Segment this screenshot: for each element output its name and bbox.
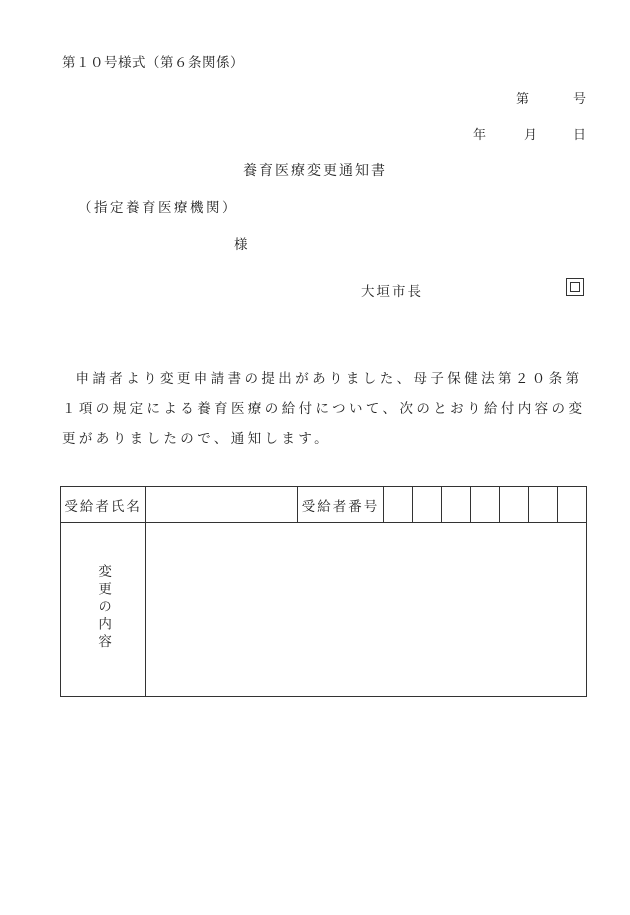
body-paragraph: 申請者より変更申請書の提出がありました、母子保健法第２０条第１項の規定による養育医療の給付について、次のとおり給付内容の変更がありましたので、通知します。 [62,371,586,447]
recipient-table [60,486,587,697]
recipient-number-digit-6[interactable] [528,487,557,523]
month-label: 月 [523,128,537,143]
number-suffix: 号 [572,92,586,107]
recipient-number-digit-5[interactable] [499,487,528,523]
recipient-number-digit-3[interactable] [441,487,470,523]
recipient-row [61,487,587,523]
document-title: 養育医療変更通知書 [243,163,387,179]
year-label: 年 [472,128,486,143]
recipient-number-digit-2[interactable] [412,487,441,523]
body-text [62,364,590,454]
change-row [61,523,587,697]
recipient-name-label: 受給者氏名 [61,487,146,523]
recipient-number-digit-1[interactable] [383,487,412,523]
addressee-label: （指定養育医療機関） [78,200,238,216]
seal-stamp-icon [566,278,584,296]
recipient-number-digit-4[interactable] [470,487,499,523]
honorific-label: 様 [234,237,248,253]
recipient-name-field[interactable] [146,487,298,523]
change-content-label-text: 変更の内容 [95,563,112,652]
change-content-label [61,523,146,697]
change-content-field[interactable] [146,523,587,697]
seal-inner-mark [570,282,580,292]
recipient-number-label: 受給者番号 [298,487,383,523]
date-line [473,124,586,143]
form-number: 第１０号様式（第６条関係） [62,55,244,71]
sender-name: 大垣市長 [361,284,423,300]
document-number-line [516,88,586,107]
day-label: 日 [572,128,586,143]
number-prefix: 第 [515,92,529,107]
recipient-number-digit-7[interactable] [557,487,586,523]
